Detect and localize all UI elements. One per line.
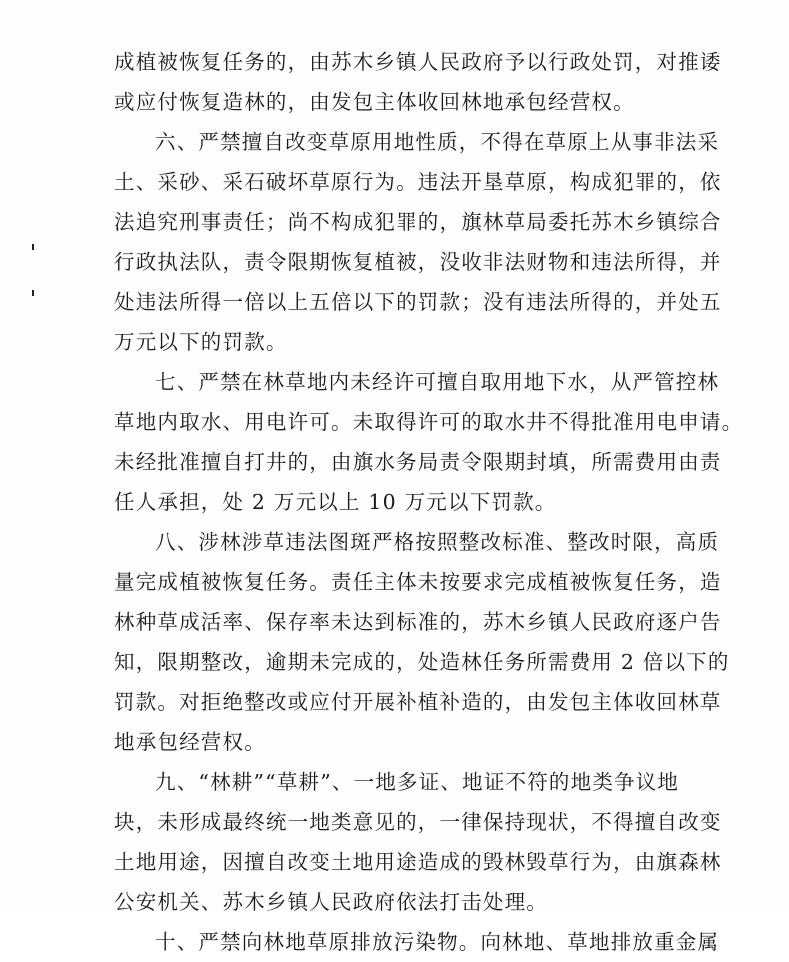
body-line: 量完成植被恢复任务。责任主体未按要求完成植被恢复任务，造 (114, 570, 722, 594)
margin-mark (32, 244, 34, 250)
body-line: 处违法所得一倍以上五倍以下的罚款；没有违法所得的，并处五 (114, 290, 722, 314)
paragraph-ten-line: 十、严禁向林地草原排放污染物。向林地、草地排放重金属 (155, 930, 720, 954)
body-line: 草地内取水、用电许可。未取得许可的取水井不得批准用电申请。 (114, 410, 744, 434)
body-line: 行政执法队，责令限期恢复植被，没收非法财物和违法所得，并 (114, 250, 722, 274)
margin-mark (32, 290, 34, 296)
body-line: 法追究刑事责任；尚不构成犯罪的，旗林草局委托苏木乡镇综合 (114, 210, 722, 234)
body-line: 块，未形成最终统一地类意见的，一律保持现状，不得擅自改变 (114, 810, 722, 834)
body-line: 任人承担，处 2 万元以上 10 万元以下罚款。 (114, 490, 557, 514)
body-line: 公安机关、苏木乡镇人民政府依法打击处理。 (114, 890, 548, 914)
body-line: 林种草成活率、保存率未达到标准的，苏木乡镇人民政府逐户告 (114, 610, 722, 634)
body-line: 未经批准擅自打井的，由旗水务局责令限期封填，所需费用由责 (114, 450, 722, 474)
body-line: 土地用途，因擅自改变土地用途造成的毁林毁草行为，由旗森林 (114, 850, 722, 874)
paragraph-eight-line: 八、涉林涉草违法图斑严格按照整改标准、整改时限，高质 (155, 530, 720, 554)
document-body (114, 42, 744, 962)
paragraph-six-line: 六、严禁擅自改变草原用地性质，不得在草原上从事非法采 (155, 130, 720, 154)
body-line: 知，限期整改，逾期未完成的，处造林任务所需费用 2 倍以下的 (114, 650, 730, 674)
paragraph-nine-line: 九、“林耕”“草耕”、一地多证、地证不符的地类争议地 (155, 770, 680, 794)
body-line: 或应付恢复造林的，由发包主体收回林地承包经营权。 (114, 90, 635, 114)
body-line: 土、采砂、采石破坏草原行为。违法开垦草原，构成犯罪的，依 (114, 170, 722, 194)
body-line: 地承包经营权。 (114, 730, 266, 754)
body-line: 罚款。对拒绝整改或应付开展补植补造的，由发包主体收回林草 (114, 690, 722, 714)
body-line: 成植被恢复任务的，由苏木乡镇人民政府予以行政处罚，对推诿 (114, 50, 722, 74)
paragraph-seven-line: 七、严禁在林草地内未经许可擅自取用地下水，从严管控林 (155, 370, 720, 394)
body-line: 万元以下的罚款。 (114, 330, 288, 354)
